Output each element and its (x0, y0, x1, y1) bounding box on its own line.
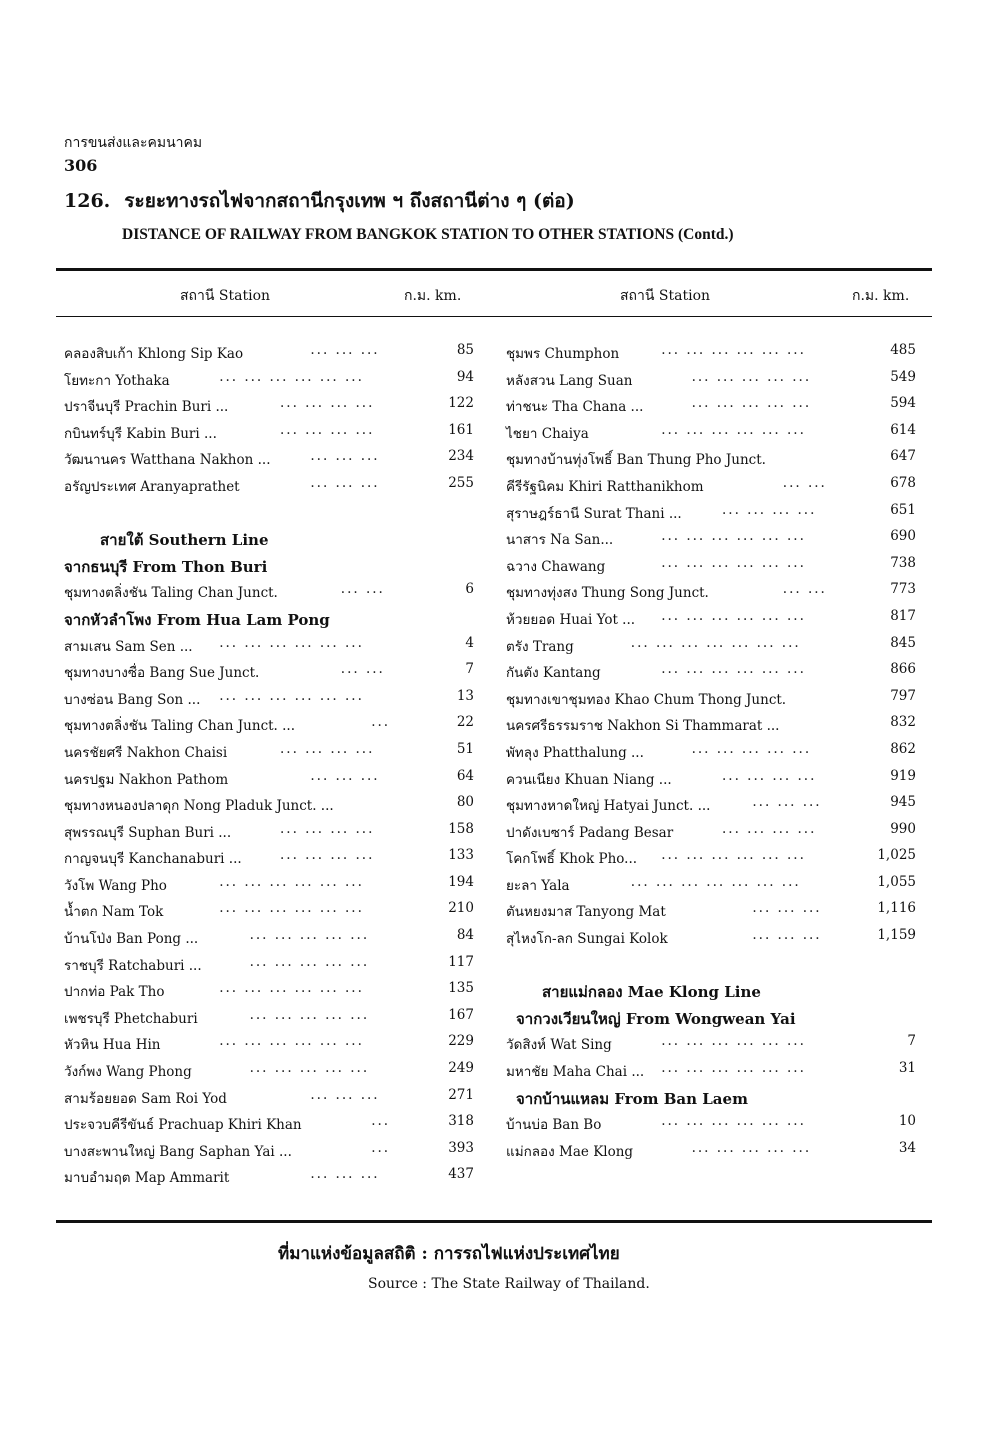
station-name: ไชยา Chaiya (506, 425, 589, 442)
leader-dots: ... ... ... ... ... ... (219, 687, 364, 704)
distance-km: 990 (890, 820, 916, 837)
station-name: ชุมทางตลิ่งชัน Taling Chan Junct. ... (64, 718, 296, 735)
distance-km: 437 (448, 1166, 474, 1183)
station-row (506, 894, 916, 921)
distance-km: 651 (890, 501, 916, 518)
station-name: แม่กลอง Mae Klong (506, 1143, 634, 1160)
station-row (64, 469, 474, 496)
leader-dots: ... ... ... ... ... (249, 1060, 370, 1077)
station-row (506, 841, 916, 868)
distance-km: 210 (448, 900, 474, 917)
station-name: โยทะกา Yothaka (64, 372, 170, 389)
station-name: อรัญประเทศ Aranyaprathet (64, 478, 240, 495)
section-heading-text: จากบ้านแหลม From Ban Laem (516, 1089, 748, 1108)
leader-dots: ... ... (340, 581, 385, 598)
section-heading-text: จากธนบุรี From Thon Buri (64, 557, 268, 576)
leader-dots: ... ... ... (752, 794, 822, 811)
leader-dots: ... ... ... ... ... (249, 927, 370, 944)
station-row (506, 363, 916, 390)
station-row (506, 815, 916, 842)
station-name: กบินทร์บุรี Kabin Buri ... (64, 425, 217, 442)
leader-dots: ... (371, 1113, 391, 1130)
station-row (506, 496, 916, 523)
leader-dots: ... ... ... ... (722, 501, 817, 518)
leader-dots: ... ... ... ... (280, 740, 375, 757)
leader-dots: ... ... ... ... ... ... (219, 1033, 364, 1050)
station-row (64, 762, 474, 789)
station-name: ห้วยยอด Huai Yot ... (506, 611, 636, 628)
distance-km: 614 (890, 421, 916, 438)
leader-dots: ... ... ... (310, 1166, 380, 1183)
distance-km: 647 (890, 448, 916, 465)
station-name: กันตัง Kantang (506, 665, 601, 682)
distance-km: 393 (448, 1139, 474, 1156)
station-name: ปาดังเบซาร์ Padang Besar (506, 824, 674, 841)
distance-km: 158 (448, 820, 474, 837)
station-name: ราชบุรี Ratchaburi ... (64, 957, 202, 974)
section-heading (64, 549, 474, 576)
leader-dots: ... ... ... (310, 474, 380, 491)
station-name: สุราษฎร์ธานี Surat Thani ... (506, 505, 682, 522)
table-title-english: DISTANCE OF RAILWAY FROM BANGKOK STATION TO OTHER STATIONS (Contd.) (122, 226, 734, 243)
station-name: วัดสิงห์ Wat Sing (506, 1037, 612, 1054)
section-heading-text: จากหัวลำโพง From Hua Lam Pong (64, 610, 330, 629)
station-row (64, 575, 474, 602)
station-row (64, 974, 474, 1001)
station-row (64, 1134, 474, 1161)
station-name: ชุมทางหาดใหญ่ Hatyai Junct. ... (506, 798, 711, 815)
leader-dots: ... (371, 1139, 391, 1156)
station-row (64, 788, 474, 815)
station-name: สามเสน Sam Sen ... (64, 638, 193, 655)
station-row (506, 629, 916, 656)
leader-dots: ... ... ... ... ... ... (661, 607, 806, 624)
leader-dots: ... ... (340, 661, 385, 678)
station-name: หัวหิน Hua Hin (64, 1037, 161, 1054)
distance-km: 485 (890, 342, 916, 358)
station-row (64, 894, 474, 921)
distance-km: 866 (890, 661, 916, 678)
distance-km: 271 (448, 1086, 474, 1103)
station-row (506, 735, 916, 762)
distance-km: 51 (456, 740, 474, 757)
station-row (64, 1107, 474, 1134)
leader-dots: ... ... ... ... (280, 820, 375, 837)
distance-km: 690 (890, 528, 916, 545)
station-row (506, 575, 916, 602)
station-name: น้ำตก Nam Tok (64, 904, 164, 921)
station-name: โคกโพธิ์ Khok Pho... (506, 851, 638, 868)
leader-dots: ... ... ... (752, 900, 822, 917)
section-heading (506, 1081, 916, 1108)
distance-km: 318 (448, 1113, 474, 1130)
column-header-station-right: สถานี Station (620, 288, 711, 304)
leader-dots: ... ... ... ... ... ... (219, 900, 364, 917)
running-head: การขนส่งและคมนาคม (64, 135, 203, 151)
station-row (506, 442, 916, 469)
station-name: บ้านโป่ง Ban Pong ... (64, 931, 199, 948)
station-row (506, 762, 916, 789)
left-station-column (64, 336, 474, 1187)
distance-km: 255 (448, 474, 474, 491)
station-name: สามร้อยยอด Sam Roi Yod (64, 1090, 227, 1107)
station-name: ท่าชนะ Tha Chana ... (506, 399, 644, 416)
distance-km: 249 (448, 1060, 474, 1077)
distance-km: 85 (456, 342, 474, 358)
leader-dots: ... ... ... ... ... ... (661, 1113, 806, 1130)
station-row (64, 336, 474, 363)
section-heading-text: จากวงเวียนใหญ่ From Wongwean Yai (516, 1009, 796, 1028)
leader-dots: ... ... ... ... (280, 395, 375, 412)
distance-km: 34 (898, 1139, 916, 1156)
distance-km: 773 (890, 581, 916, 598)
station-name: ชุมทางทุ่งสง Thung Song Junct. (506, 585, 709, 602)
leader-dots: ... ... ... ... ... ... (219, 368, 364, 385)
station-name: บางสะพานใหญ่ Bang Saphan Yai ... (64, 1143, 292, 1160)
station-name: ชุมทางเขาชุมทอง Khao Chum Thong Junct. (506, 691, 787, 708)
leader-dots: ... ... ... (310, 1086, 380, 1103)
station-row (64, 655, 474, 682)
leader-dots: ... ... ... ... ... (691, 368, 812, 385)
distance-km: 797 (890, 687, 916, 704)
leader-dots: ... ... ... ... ... ... ... (630, 873, 801, 890)
station-row (64, 735, 474, 762)
distance-km: 6 (465, 581, 474, 598)
station-row (64, 416, 474, 443)
station-name: วัฒนานคร Watthana Nakhon ... (64, 452, 271, 469)
station-name: บ้านบ่อ Ban Bo (506, 1117, 602, 1134)
distance-km: 194 (448, 873, 474, 890)
distance-km: 133 (448, 847, 474, 864)
distance-km: 678 (890, 474, 916, 491)
leader-dots: ... ... ... ... ... (691, 395, 812, 412)
station-name: ตรัง Trang (506, 638, 574, 655)
section-heading (506, 974, 916, 1001)
leader-dots: ... ... ... ... (722, 767, 817, 784)
leader-dots: ... ... ... ... (722, 820, 817, 837)
station-name: ประจวบคีรีขันธ์ Prachuap Khiri Khan (64, 1117, 302, 1134)
leader-dots: ... ... (782, 581, 827, 598)
station-name: ปากท่อ Pak Tho (64, 984, 165, 1001)
station-row (64, 1160, 474, 1187)
distance-km: 13 (456, 687, 474, 704)
leader-dots: ... ... ... (310, 342, 380, 358)
station-row (64, 629, 474, 656)
column-header-km-left: ก.ม. km. (404, 288, 462, 304)
station-row (506, 549, 916, 576)
distance-km: 845 (890, 634, 916, 651)
leader-dots: ... ... ... ... ... ... (219, 873, 364, 890)
table-header-rule (56, 316, 932, 317)
station-name: มาบอำมฤต Map Ammarit (64, 1170, 230, 1187)
station-row (506, 469, 916, 496)
station-name: หลังสวน Lang Suan (506, 372, 633, 389)
station-name: นครปฐม Nakhon Pathom (64, 771, 229, 788)
station-name: ชุมทางตลิ่งชัน Taling Chan Junct. (64, 585, 278, 602)
station-row (506, 868, 916, 895)
station-row (506, 921, 916, 948)
leader-dots: ... ... (782, 474, 827, 491)
distance-km: 167 (448, 1006, 474, 1023)
column-header-km-right: ก.ม. km. (852, 288, 910, 304)
column-header-station-left: สถานี Station (180, 288, 271, 304)
station-row (64, 1027, 474, 1054)
distance-km: 7 (465, 661, 474, 678)
station-name: บางซ่อน Bang Son ... (64, 691, 201, 708)
station-row (506, 708, 916, 735)
distance-km: 7 (907, 1033, 916, 1050)
leader-dots: ... ... ... ... ... ... ... (630, 634, 801, 651)
leader-dots: ... ... ... ... ... ... (661, 661, 806, 678)
distance-km: 1,159 (877, 927, 916, 944)
leader-dots: ... ... ... (310, 448, 380, 465)
station-row (506, 1107, 916, 1134)
distance-km: 94 (456, 368, 474, 385)
station-name: ชุมทางบางซื่อ Bang Sue Junct. (64, 665, 260, 682)
distance-km: 22 (456, 714, 474, 731)
station-name: ควนเนียง Khuan Niang ... (506, 771, 672, 788)
leader-dots: ... ... ... ... (280, 847, 375, 864)
station-row (64, 921, 474, 948)
section-heading (64, 602, 474, 629)
table-top-rule (56, 268, 932, 271)
distance-km: 919 (890, 767, 916, 784)
distance-km: 1,025 (877, 847, 916, 864)
station-row (64, 708, 474, 735)
station-row (64, 1001, 474, 1028)
distance-km: 945 (890, 794, 916, 811)
station-row (506, 389, 916, 416)
station-row (506, 655, 916, 682)
station-name: นครชัยศรี Nakhon Chaisi (64, 744, 228, 761)
station-row (506, 1027, 916, 1054)
station-row (64, 868, 474, 895)
station-row (64, 1054, 474, 1081)
distance-km: 594 (890, 395, 916, 412)
leader-dots: ... ... ... ... ... (249, 1006, 370, 1023)
leader-dots: ... ... ... ... ... ... (661, 1033, 806, 1050)
distance-km: 4 (465, 634, 474, 651)
station-row (64, 442, 474, 469)
distance-km: 549 (890, 368, 916, 385)
station-name: ปราจีนบุรี Prachin Buri ... (64, 399, 229, 416)
table-bottom-rule (56, 1220, 932, 1223)
station-row (64, 682, 474, 709)
distance-km: 84 (456, 927, 474, 944)
station-name: คีรีรัฐนิคม Khiri Ratthanikhom (506, 478, 704, 495)
station-row (506, 602, 916, 629)
station-row (64, 948, 474, 975)
station-name: ชุมทางหนองปลาดุก Nong Pladuk Junct. ... (64, 798, 334, 815)
leader-dots: ... ... ... ... ... ... (219, 634, 364, 651)
station-name: กาญจนบุรี Kanchanaburi ... (64, 851, 242, 868)
station-row (64, 1081, 474, 1108)
station-row (506, 336, 916, 363)
station-name: สุพรรณบุรี Suphan Buri ... (64, 824, 232, 841)
distance-km: 817 (890, 607, 916, 624)
leader-dots: ... ... ... ... ... ... (661, 554, 806, 571)
distance-km: 862 (890, 740, 916, 757)
station-name: ยะลา Yala (506, 877, 570, 894)
station-name: นครศรีธรรมราช Nakhon Si Thammarat ... (506, 718, 780, 735)
leader-dots: ... ... ... ... ... ... (661, 421, 806, 438)
station-name: วังก์พง Wang Phong (64, 1064, 192, 1081)
station-row (506, 1054, 916, 1081)
station-row (64, 815, 474, 842)
station-row (64, 496, 474, 523)
page-number: 306 (64, 156, 98, 175)
leader-dots: ... ... ... ... ... ... (661, 528, 806, 545)
station-row (506, 1134, 916, 1161)
distance-km: 80 (456, 794, 474, 811)
leader-dots: ... ... ... ... ... ... (661, 1060, 806, 1077)
station-name: วังโพ Wang Pho (64, 877, 167, 894)
distance-km: 31 (898, 1060, 916, 1077)
leader-dots: ... ... ... ... ... ... (219, 980, 364, 997)
leader-dots: ... ... ... ... ... ... (661, 342, 806, 358)
leader-dots: ... (371, 714, 391, 731)
source-english: Source : The State Railway of Thailand. (368, 1276, 650, 1292)
station-row (64, 363, 474, 390)
distance-km: 832 (890, 714, 916, 731)
station-name: เพชรบุรี Phetchaburi (64, 1010, 198, 1027)
source-thai: ที่มาแห่งข้อมูลสถิติ : การรถไฟแห่งประเทศไทย (278, 1244, 620, 1264)
distance-km: 122 (448, 395, 474, 412)
leader-dots: ... ... ... ... ... ... (661, 847, 806, 864)
distance-km: 229 (448, 1033, 474, 1050)
station-name: มหาชัย Maha Chai ... (506, 1064, 645, 1081)
leader-dots: ... ... ... ... ... (691, 740, 812, 757)
section-heading (506, 1001, 916, 1028)
table-title-thai (64, 186, 575, 216)
distance-km: 117 (448, 953, 474, 970)
station-row (506, 682, 916, 709)
station-name: ฉวาง Chawang (506, 558, 606, 575)
station-name: นาสาร Na San... (506, 532, 614, 549)
leader-dots: ... ... ... (310, 767, 380, 784)
section-heading-text: สายแม่กลอง Mae Klong Line (542, 983, 761, 1002)
title-thai-text: ระยะทางรถไฟจากสถานีกรุงเทพ ฯ ถึงสถานีต่าง ๆ (ต่อ) (124, 190, 575, 212)
section-heading-text: สายใต้ Southern Line (100, 531, 269, 550)
station-row (506, 416, 916, 443)
distance-km: 234 (448, 448, 474, 465)
leader-dots: ... ... ... ... (280, 421, 375, 438)
station-name: ชุมทางบ้านทุ่งโพธิ์ Ban Thung Pho Junct. (506, 452, 766, 469)
distance-km: 135 (448, 980, 474, 997)
distance-km: 161 (448, 421, 474, 438)
station-row (64, 841, 474, 868)
leader-dots: ... ... ... ... ... (249, 953, 370, 970)
station-row (506, 948, 916, 975)
leader-dots: ... ... ... (752, 927, 822, 944)
distance-km: 64 (456, 767, 474, 784)
distance-km: 1,116 (877, 900, 916, 917)
distance-km: 10 (898, 1113, 916, 1130)
distance-km: 738 (890, 554, 916, 571)
station-row (506, 522, 916, 549)
station-name: ตันหยงมาส Tanyong Mat (506, 904, 666, 921)
section-heading (64, 522, 474, 549)
distance-km: 1,055 (877, 873, 916, 890)
station-name: คลองสิบเก้า Khlong Sip Kao (64, 346, 244, 362)
leader-dots: ... ... ... ... ... (691, 1139, 812, 1156)
station-name: ชุมพร Chumphon (506, 346, 620, 362)
station-name: สุไหงโก-ลก Sungai Kolok (506, 931, 668, 948)
right-station-column (506, 336, 916, 1160)
table-number: 126. (64, 190, 111, 212)
station-row (64, 389, 474, 416)
station-name: พัทลุง Phatthalung ... (506, 744, 644, 761)
station-row (506, 788, 916, 815)
